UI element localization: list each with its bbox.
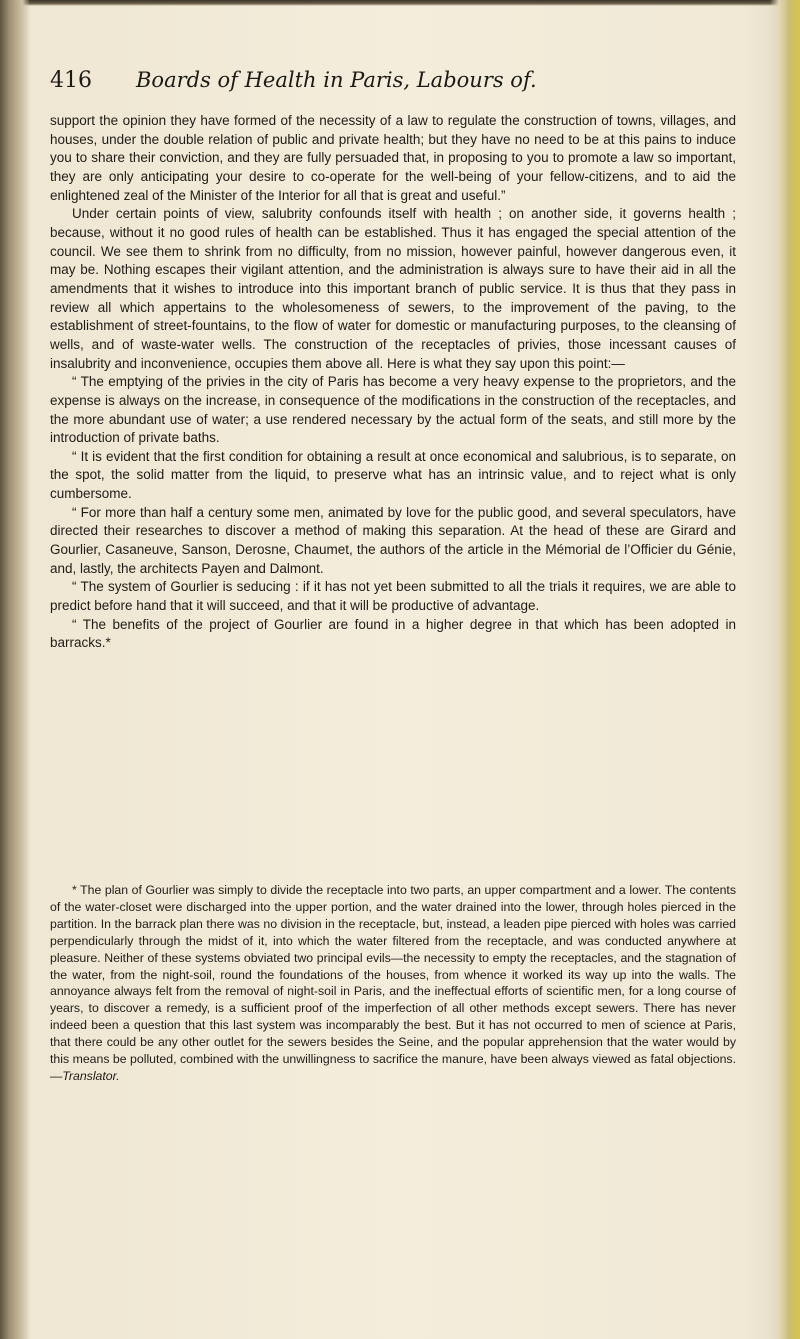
footnote-text xyxy=(50,882,736,1085)
page-edge-shadow xyxy=(770,0,800,1339)
paragraph-emptying-privies: “ The emptying of the privies in the city of Paris has become a very heavy expense to the proprietors, and the expense is always on the increase, in consequence of the modifications in the construction of the receptacles, and the more abundant use of water; a use rendered necessary by the actual form of the seats, and still more by the introduction of private baths. xyxy=(50,374,736,446)
paragraph-gourlier-system: “ The system of Gourlier is seducing : if it has not yet been submitted to all the trials it requires, we are able to predict before hand that it will succeed, and that it will be productive of advantage. xyxy=(50,579,736,614)
binding-gutter-shadow xyxy=(0,0,30,1339)
paragraph-half-century: “ For more than half a century some men, animated by love for the public good, and several speculators, have directed their researches to discover a method of making this separation. At the head of these are Girard and Gourlier, Casaneuve, Sanson, Derosne, Chaumet, the authors of the article in the Mémorial de l’Officier du Génie, and, lastly, the architects Payen and Dalmont. xyxy=(50,504,736,576)
footnote-body: * The plan of Gourlier was simply to divide the receptacle into two parts, an upper compartment and a lower. The contents of the water-closet were discharged into the upper portion, and the water drained into the lower, through holes pierced in the partition. In the barrack plan there was no division in the receptacle, but, instead, a leaden pipe pierced with holes was carried perpendicularly through the midst of it, into which the water filtered from the receptacle, and was conducted anywhere at pleasure. Neither of these systems obviated two principal evils—the necessity to empty the receptacles, and the stagnation of the water, from the night-soil, round the foundations of the houses, from whence it worked its way up into the walls. The annoyance always felt from the removal of night-soil in Paris, and the ineffectual efforts of scientific men, for a long course of years, to discover a remedy, is a sufficient proof of the imperfection of all other methods except sewers. There has never indeed been a question that this last system was incomparably the best. But it has not occurred to men of science at Paris, that there could be any other outlet for the sewers besides the Seine, and the popular apprehension that the water would by this means be polluted, combined with the unwillingness to sacrifice the manure, have been always viewed as fatal objections.— xyxy=(50,883,736,1083)
running-title: Boards of Health in Paris, Labours of. xyxy=(136,68,537,92)
page-top-shadow xyxy=(0,0,800,6)
paragraph-continuation: support the opinion they have formed of the necessity of a law to regulate the construction of towns, villages, and houses, under the double relation of public and private health; but they have no need to be at this pains to induce you to share their conviction, and they are fully persuaded that, in proposing to you to promote a law so important, they are only anticipating your desire to co-operate for the well-being of your fellow-citizens, and to aid the enlightened zeal of the Minister of the Interior for all that is great and useful.” xyxy=(50,113,736,203)
body-text xyxy=(50,112,736,653)
paragraph-salubrity: Under certain points of view, salubrity confounds itself with health ; on another side, it governs health ; because, without it no good rules of health can be established. Thus it has engaged the special attention of the council. We see them to shrink from no difficulty, from no mission, however painful, however dangerous even, it may be. Nothing escapes their vigilant attention, and the administration is always sure to have their aid in all the amendments that it wishes to introduce into this important branch of public service. It is thus that they pass in review all which appertains to the wholesomeness of sewers, to the improvement of the paving, to the establishment of street-fountains, to the flow of water for domestic or manufacturing purposes, to the cleansing of wells, and of waste-water wells. The construction of the receptacles of privies, those incessant causes of insalubrity and inconvenience, occupies them above all. Here is what they say upon this point:— xyxy=(50,206,736,371)
paragraph-barracks: “ The benefits of the project of Gourlier are found in a higher degree in that which has been adopted in barracks.* xyxy=(50,616,736,651)
page-header xyxy=(50,68,730,108)
paragraph-first-condition: “ It is evident that the first condition for obtaining a result at once economical and salubrious, is to separate, on the spot, the solid matter from the liquid, to preserve what has an intrinsic value, and to reject what is only cumbersome. xyxy=(50,448,736,502)
page-number: 416 xyxy=(50,68,92,93)
footnote xyxy=(50,882,736,1085)
footnote-signature: Translator. xyxy=(62,1068,120,1083)
